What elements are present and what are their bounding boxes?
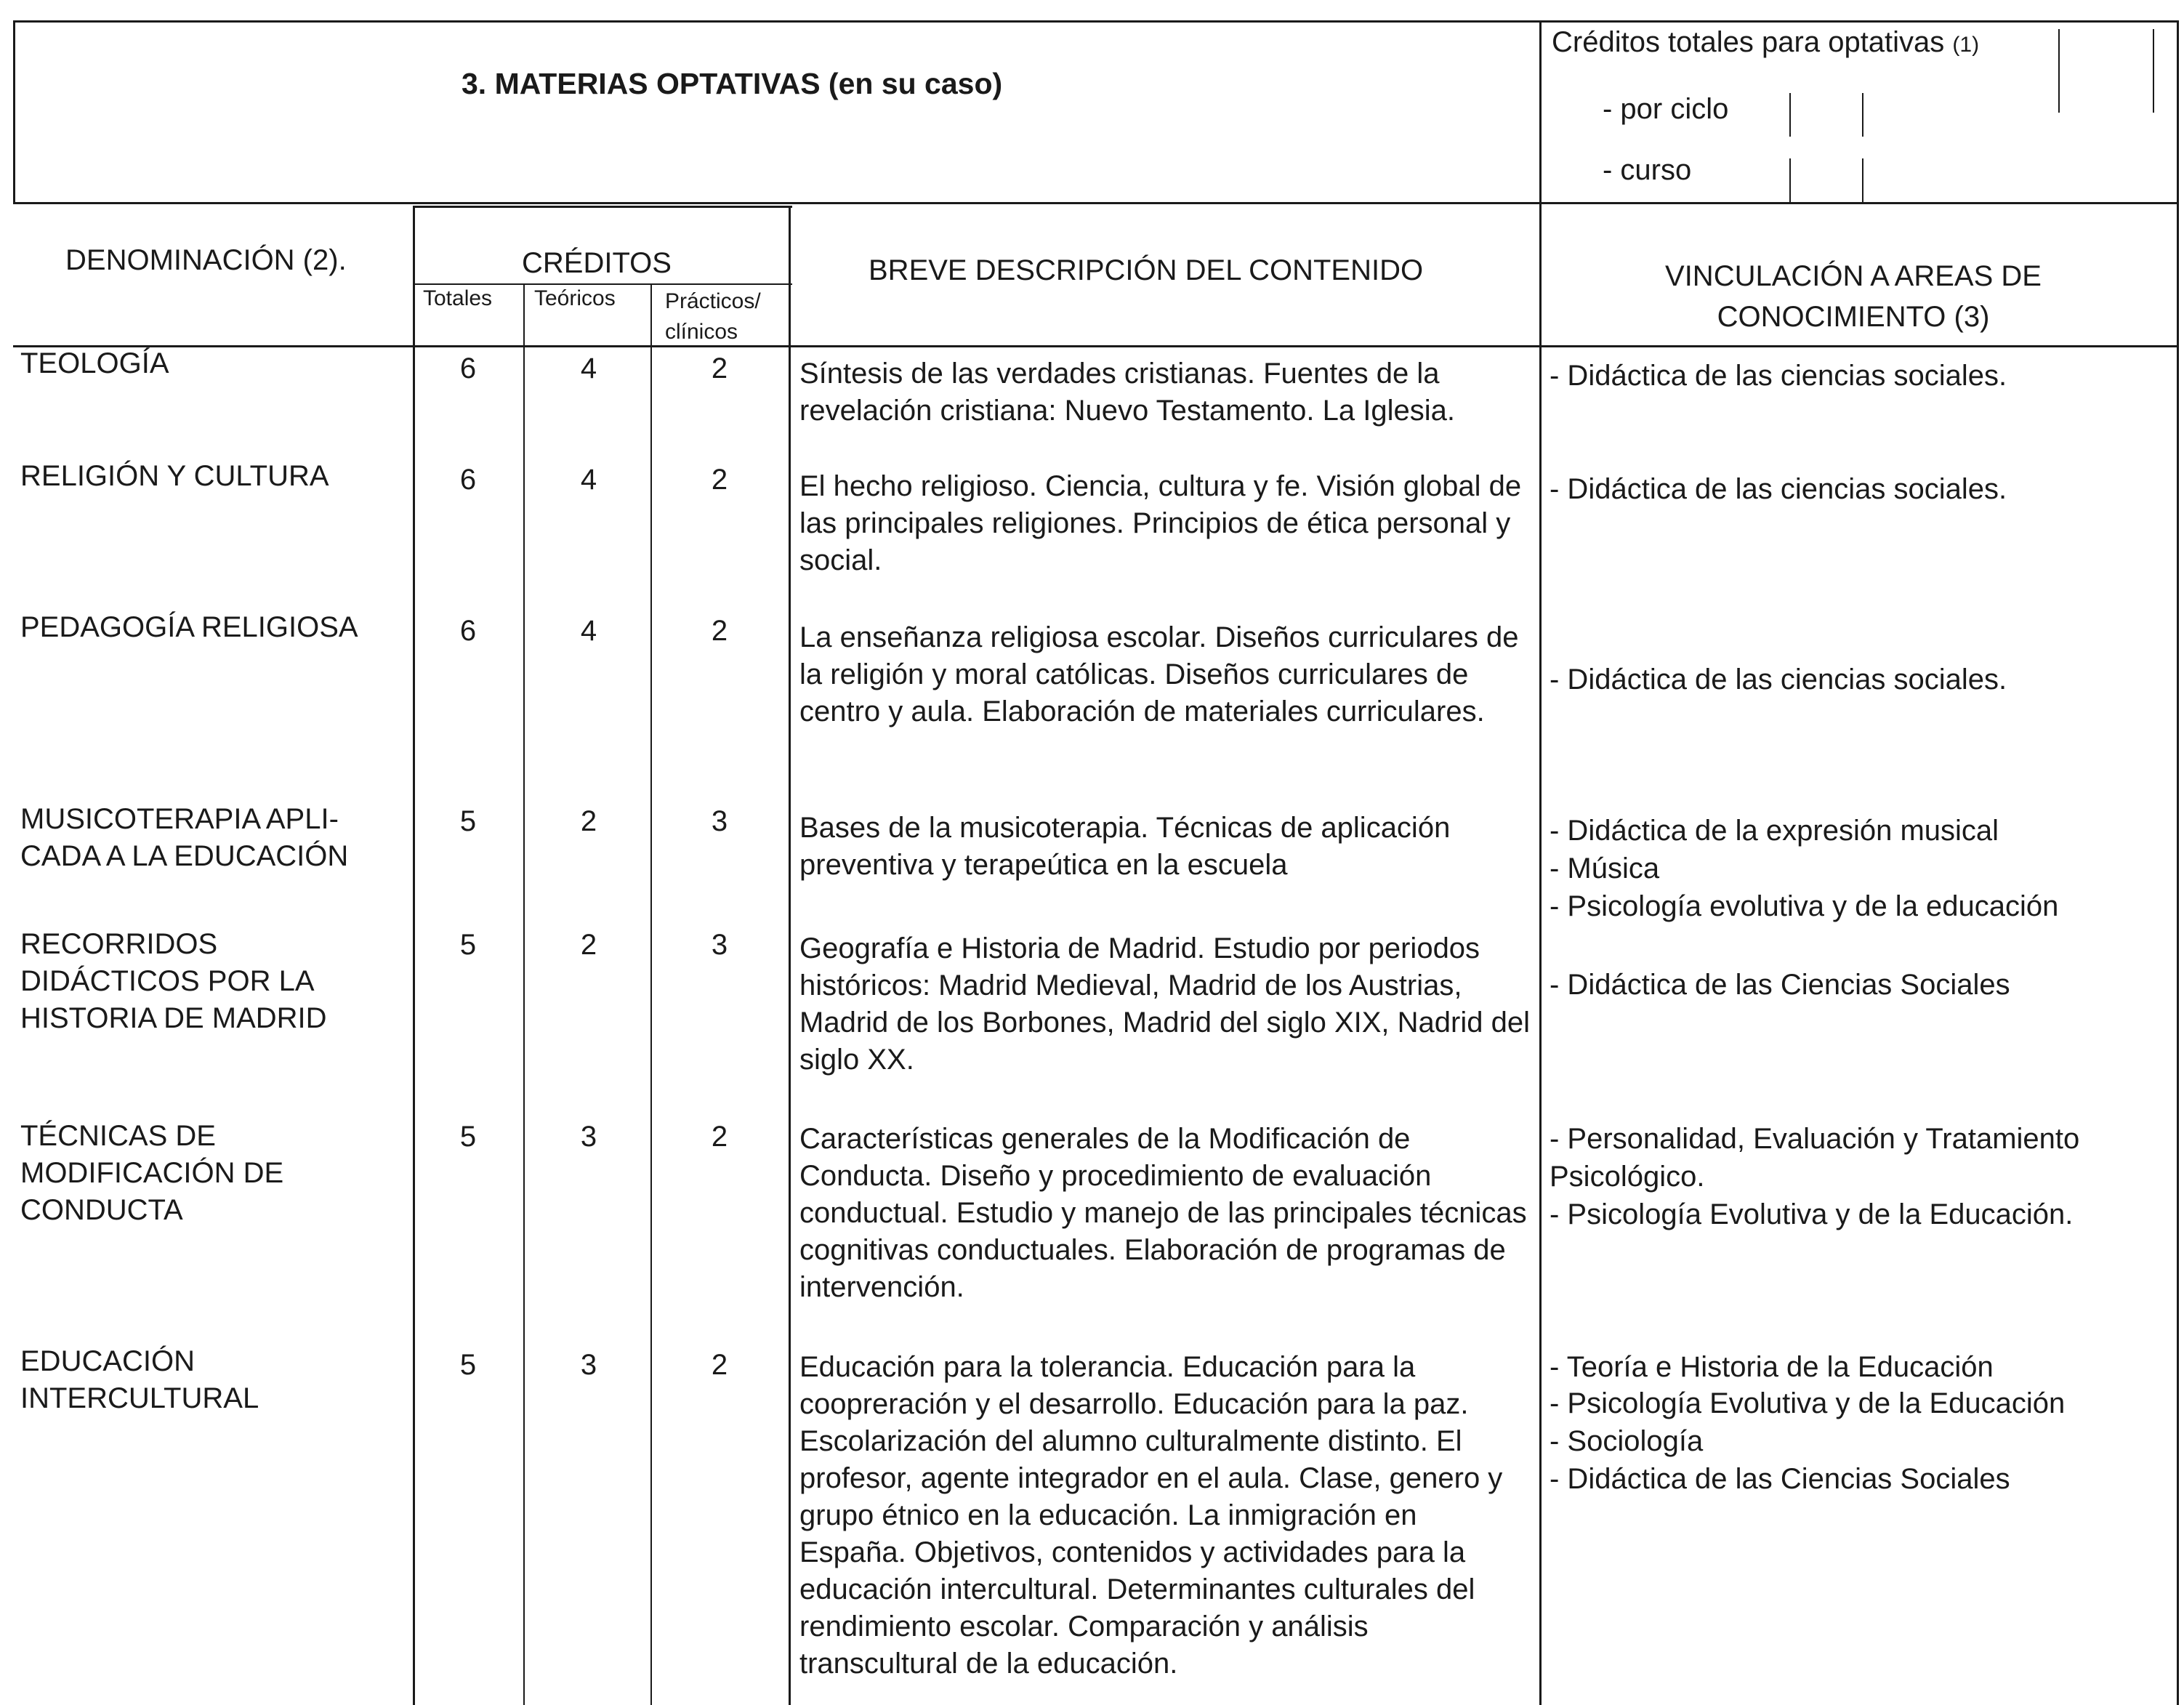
col-theoretical: Teóricos: [534, 286, 616, 310]
row-2-practical: 2: [711, 464, 728, 496]
row-5-totals: 5: [459, 929, 477, 961]
col-divider-4: [789, 206, 791, 1705]
row-2-area-1: - Didáctica de las ciencias sociales.: [1550, 473, 2007, 505]
row-3-area-1: - Didáctica de las ciencias sociales.: [1550, 664, 2007, 696]
row-4-theoretical: 2: [580, 805, 597, 837]
row-7-totals: 5: [459, 1349, 477, 1381]
row-2-totals: 6: [459, 464, 477, 496]
col-description: BREVE DESCRIPCIÓN DEL CONTENIDO: [869, 254, 1424, 286]
col-divider-1: [413, 206, 415, 1705]
col-areas: VINCULACIÓN A AREAS DE CONOCIMIENTO (3): [1665, 260, 2042, 333]
row-4-area-3: - Psicología evolutiva y de la educación: [1550, 890, 2059, 922]
row-4-totals: 5: [459, 805, 477, 837]
row-7-practical: 2: [711, 1349, 728, 1381]
col-denomination: DENOMINACIÓN (2).: [65, 244, 347, 276]
course-box-right: [1862, 158, 1863, 202]
row-3-totals: 6: [459, 615, 477, 647]
row-6-totals: 5: [459, 1121, 477, 1153]
row-3-theoretical: 4: [580, 615, 597, 647]
credits-total-label: [1552, 26, 1979, 59]
row-1-description: Síntesis de las verdades cristianas. Fuentes de la revelación cristiana: Nuevo Testamento. La Iglesia.: [799, 358, 1455, 427]
right-border: [2177, 20, 2179, 1705]
row-5-description: Geografía e Historia de Madrid. Estudio por periodos históricos: Madrid Medieval, Madrid de los Austrias, Madrid de los Borbones, Madrid del siglo XIX, Nadrid del siglo XX.: [799, 932, 1530, 1076]
row-6-area-3: - Psicología Evolutiva y de la Educación.: [1550, 1198, 2074, 1230]
row-7-name: EDUCACIÓN INTERCULTURAL: [20, 1345, 259, 1414]
row-3-name: PEDAGOGÍA RELIGIOSA: [20, 611, 358, 643]
row-7-theoretical: 3: [580, 1349, 597, 1381]
per-cycle-label: - por ciclo: [1603, 93, 1729, 125]
col-credits: CRÉDITOS: [522, 247, 672, 279]
row-1-practical: 2: [711, 352, 728, 384]
row-4-practical: 3: [711, 805, 728, 837]
row-7-area-3: - Sociología: [1550, 1425, 1704, 1457]
course-box-left: [1789, 158, 1791, 202]
header-bottom-rule: [13, 202, 2179, 204]
colhead-bottom-rule: [13, 345, 2179, 347]
col-practical: Prácticos/ clínicos: [665, 289, 761, 344]
row-2-theoretical: 4: [580, 464, 597, 496]
row-2-name: RELIGIÓN Y CULTURA: [20, 460, 329, 492]
row-3-description: La enseñanza religiosa escolar. Diseños curriculares de la religión y moral católicas. Diseños curriculares de centro y aula. Elaboración de materiales curriculares.: [799, 621, 1519, 727]
header-right-divider: [1539, 20, 1542, 1705]
row-5-name: RECORRIDOS DIDÁCTICOS POR LA HISTORIA DE MADRID: [20, 928, 327, 1034]
credits-top-rule: [414, 206, 792, 208]
row-5-area-1: - Didáctica de las Ciencias Sociales: [1550, 969, 2010, 1001]
row-5-theoretical: 2: [580, 929, 597, 961]
row-4-description: Bases de la musicoterapia. Técnicas de aplicación preventiva y terapeútica en la escuela: [799, 812, 1451, 881]
row-2-description: El hecho religioso. Ciencia, cultura y fe. Visión global de las principales religiones. Principios de ética personal y social.: [799, 470, 1522, 576]
credits-total-text: Créditos totales para optativas: [1552, 26, 1945, 58]
row-1-totals: 6: [459, 352, 477, 384]
col-divider-3: [650, 283, 652, 1705]
credits-sub-rule: [414, 283, 792, 285]
row-6-description: Características generales de la Modificación de Conducta. Diseño y procedimiento de evaluación conductual. Estudio y manejo de las principales técnicas cognitivas conductuales. Elaboración de programas de intervención.: [799, 1123, 1527, 1303]
total-box-right: [2153, 29, 2154, 113]
top-border: [13, 20, 2179, 23]
row-4-area-1: - Didáctica de la expresión musical: [1550, 815, 1999, 847]
row-1-area-1: - Didáctica de las ciencias sociales.: [1550, 360, 2007, 392]
left-border: [13, 20, 15, 203]
total-box-left: [2058, 29, 2060, 113]
row-6-practical: 2: [711, 1121, 728, 1153]
row-7-area-1: - Teoría e Historia de la Educación: [1550, 1351, 1994, 1383]
row-1-name: TEOLOGÍA: [20, 347, 169, 379]
col-totals: Totales: [423, 286, 493, 310]
row-1-theoretical: 4: [580, 352, 597, 384]
row-5-practical: 3: [711, 929, 728, 961]
row-6-area-2: Psicológico.: [1550, 1161, 1705, 1193]
section-title: 3. MATERIAS OPTATIVAS (en su caso): [462, 67, 1003, 100]
course-label: - curso: [1603, 154, 1692, 186]
row-6-area-1: - Personalidad, Evaluación y Tratamiento: [1550, 1123, 2080, 1155]
per-cycle-box-left: [1789, 93, 1791, 137]
row-6-name: TÉCNICAS DE MODIFICACIÓN DE CONDUCTA: [20, 1120, 284, 1226]
col-divider-2: [523, 283, 525, 1705]
row-6-theoretical: 3: [580, 1121, 597, 1153]
credits-total-note: (1): [1952, 33, 1980, 57]
row-4-area-2: - Música: [1550, 853, 1660, 884]
row-4-name: MUSICOTERAPIA APLI- CADA A LA EDUCACIÓN: [20, 803, 349, 872]
row-7-area-2: - Psicología Evolutiva y de la Educación: [1550, 1387, 2066, 1419]
row-3-practical: 2: [711, 615, 728, 647]
per-cycle-box-right: [1862, 93, 1863, 137]
row-7-description: Educación para la tolerancia. Educación para la coopreración y el desarrollo. Educación para la paz. Escolarización del alumno culturalmente distinto. El profesor, agente integrador en el aula. Clase, genero y grupo étnico en la educación. La inmigración en España. Objetivos, contenidos y actividades para la educación intercultural. Determinantes culturales del rendimiento escolar. Comparación y análisis transcultural de la educación.: [799, 1351, 1503, 1680]
row-7-area-4: - Didáctica de las Ciencias Sociales: [1550, 1463, 2010, 1495]
